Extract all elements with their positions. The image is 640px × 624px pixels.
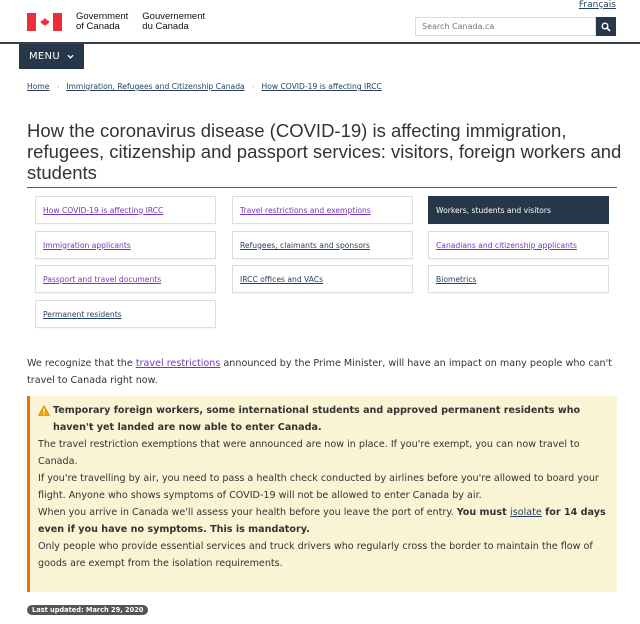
menu-button[interactable]: MENU bbox=[19, 44, 84, 69]
breadcrumb-separator: › bbox=[251, 82, 255, 91]
site-search bbox=[415, 17, 616, 36]
chevron-down-icon bbox=[67, 53, 74, 60]
breadcrumb-ircc[interactable]: Immigration, Refugees and Citizenship Canada bbox=[66, 82, 245, 91]
nav-item-permanent-residents[interactable]: Permanent residents bbox=[35, 300, 216, 328]
language-toggle-link[interactable]: Français bbox=[578, 0, 616, 10]
travel-restrictions-link[interactable]: travel restrictions bbox=[135, 358, 221, 369]
nav-item-passport[interactable]: Passport and travel documents bbox=[35, 265, 216, 293]
canada-flag-icon bbox=[27, 13, 62, 31]
nav-item-immigration-applicants[interactable]: Immigration applicants bbox=[35, 231, 216, 259]
header-divider bbox=[0, 42, 640, 44]
title-underline bbox=[27, 187, 617, 188]
search-input[interactable] bbox=[415, 17, 596, 36]
page-title: How the coronavirus disease (COVID-19) is affecting immigration, refugees, citizenship and passport services: visitors, foreign workers and students bbox=[27, 120, 622, 183]
nav-item-canadians-citizenship[interactable]: Canadians and citizenship applicants bbox=[428, 231, 609, 259]
brand-english: Government of Canada bbox=[76, 11, 129, 32]
intro-paragraph: We recognize that the travel restrictions announced by the Prime Minister, will have an impact on many people who can't travel to Canada right now. bbox=[27, 358, 612, 386]
breadcrumb-home[interactable]: Home bbox=[27, 82, 50, 91]
alert-paragraph: If you're travelling by air, you need to pass a health check conducted by airlines before you're allowed to board your flight. Anyone who shows symptoms of COVID-19 will not be allowed to enter Canada by air. bbox=[38, 473, 599, 501]
breadcrumb-separator: › bbox=[56, 82, 60, 91]
isolate-link[interactable]: isolate bbox=[510, 507, 542, 518]
nav-item-offices-vacs[interactable]: IRCC offices and VACs bbox=[232, 265, 413, 293]
alert-heading: Temporary foreign workers, some international students and approved permanent residents who haven't yet landed are now able to enter Canada. bbox=[38, 402, 609, 436]
brand-french: Gouvernement du Canada bbox=[142, 11, 206, 32]
nav-item-biometrics[interactable]: Biometrics bbox=[428, 265, 609, 293]
breadcrumb bbox=[27, 82, 382, 91]
warning-alert bbox=[27, 396, 617, 592]
nav-item-covid-ircc[interactable]: How COVID-19 is affecting IRCC bbox=[35, 196, 216, 224]
alert-paragraph: When you arrive in Canada we'll assess your health before you leave the port of entry. You must isolate for 14 days even if you have no symptoms. This is mandatory. bbox=[38, 507, 606, 535]
alert-paragraph: The travel restriction exemptions that were announced are now in place. If you're exempt, you can now travel to Canada. bbox=[38, 439, 580, 467]
nav-item-refugees[interactable]: Refugees, claimants and sponsors bbox=[232, 231, 413, 259]
search-button[interactable] bbox=[596, 17, 616, 36]
last-updated-badge: Last updated: March 29, 2020 bbox=[27, 605, 148, 615]
warning-icon bbox=[38, 405, 50, 416]
nav-item-workers-students-visitors[interactable]: Workers, students and visitors bbox=[428, 196, 609, 224]
breadcrumb-covid-ircc[interactable]: How COVID-19 is affecting IRCC bbox=[261, 82, 382, 91]
search-icon bbox=[601, 22, 611, 32]
nav-item-travel-restrictions[interactable]: Travel restrictions and exemptions bbox=[232, 196, 413, 224]
government-of-canada-logo[interactable] bbox=[27, 12, 219, 32]
alert-paragraph: Only people who provide essential services and truck drivers who regularly cross the border to maintain the flow of goods are exempt from the isolation requirements. bbox=[38, 541, 593, 569]
